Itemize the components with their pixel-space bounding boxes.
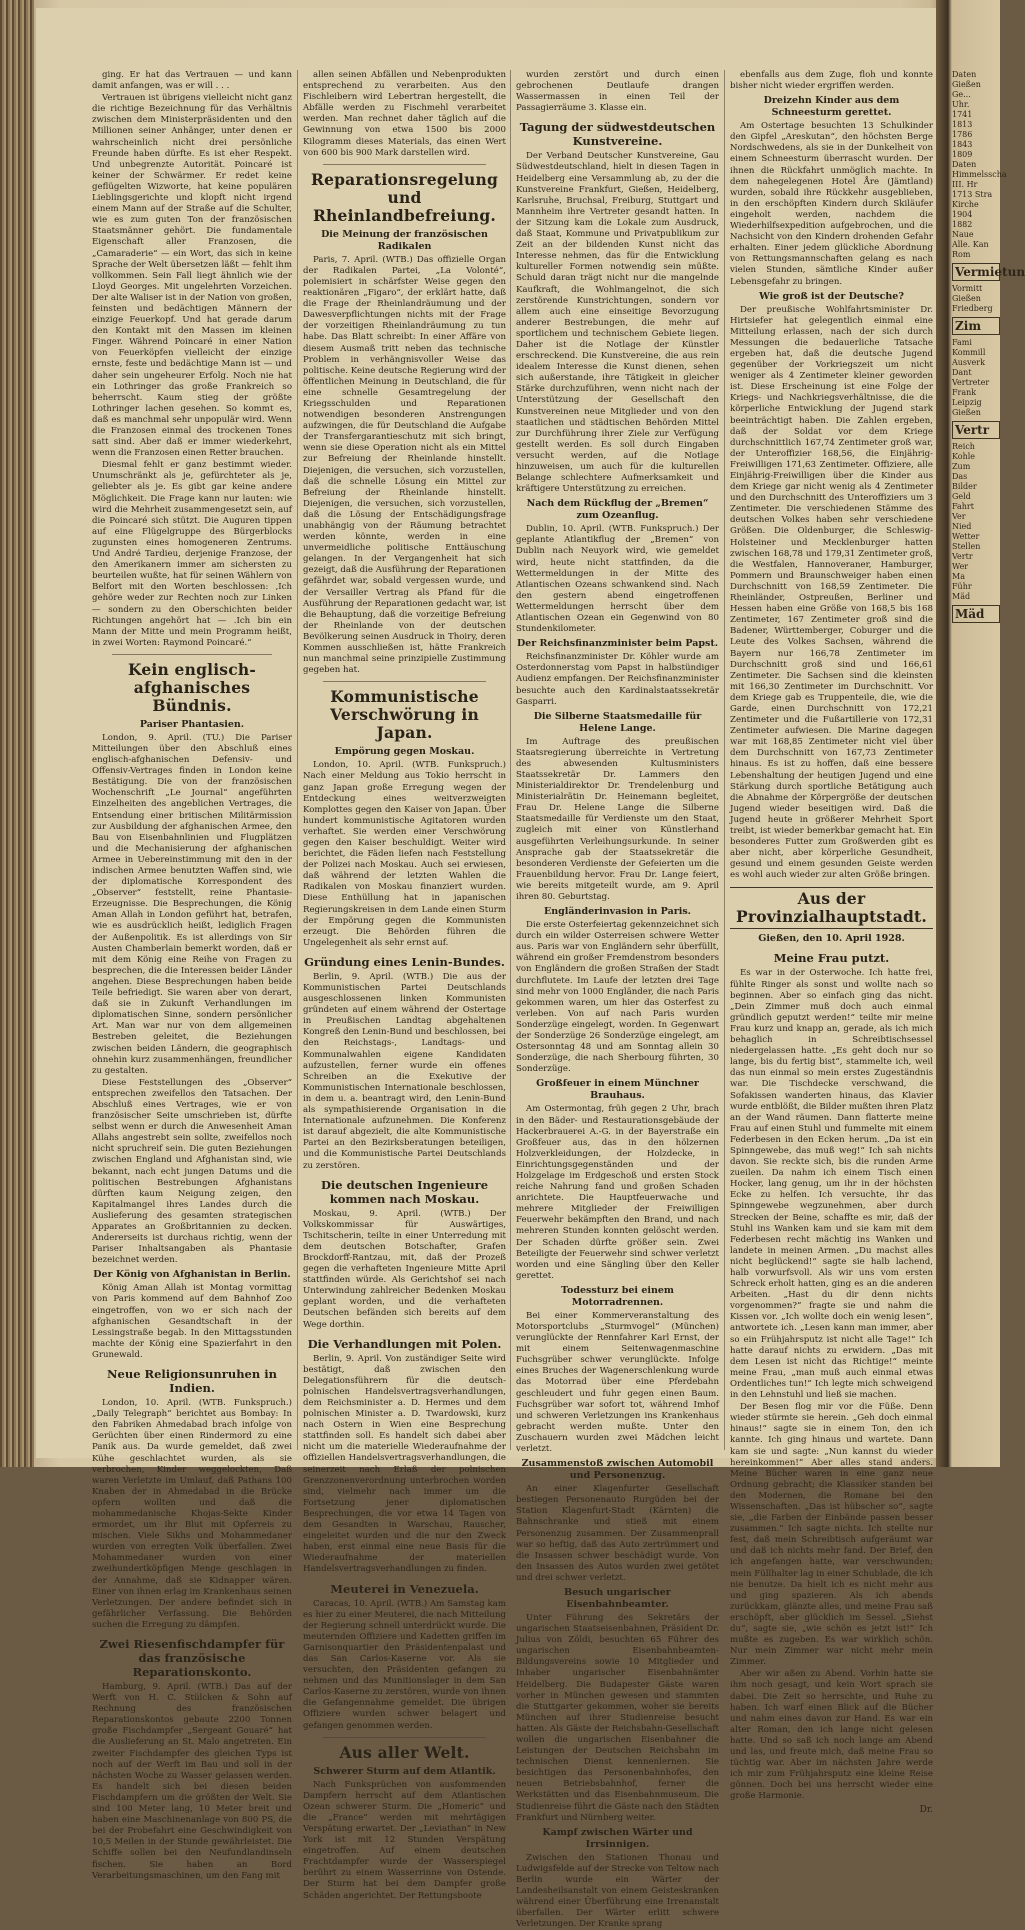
separator — [323, 681, 486, 682]
strip-line: 1904 — [952, 210, 973, 219]
section-banner — [730, 887, 933, 929]
dateline: Gießen, den 10. April 1928. — [758, 933, 905, 945]
article-paragraph: ging. Er hat das Vertrauen — und kann damit anfangen, was er will . . . — [92, 70, 292, 92]
strip-line: Zum — [952, 462, 971, 471]
strip-line: Vormitt — [952, 284, 983, 293]
article-paragraph: Diesmal fehlt er ganz bestimmt wieder. Unumschränkt als je, gefürchteter als je, geliebter als je. Es gibt gar keine andere Möglichkeit. Die Frage kann nur lauten: wie wird die Mehrheit zusammengesetzt sein, auf die Poincaré sich stützt. Die Auguren tippen auf eine Flügelgruppe des Bürgerblocks zugunsten eines homogeneren Zentrums. Und André Tardieu, derjenige Franzose, der den Amerikanern immer am sichersten zu beurteilen wußte, hat für seinen Wählern von Belfort mit den Worten beschlossen: ‚Ich gehöre weder zur Rechten noch zur Linken — sondern zu den Oberschichten beider Richtungen angehört hat — .Ich bin ein Mann der Mitte und mein Programm heißt, in zwei Worten: Raymond Poincaré.“ — [92, 460, 292, 648]
strip-line: Kohle — [952, 452, 976, 461]
headline: Kommunistische Verschwörung in Japan. — [330, 687, 479, 743]
strip-line: 1843 — [952, 140, 973, 149]
separator — [323, 1737, 486, 1738]
strip-line: Wetter — [952, 532, 980, 541]
column-3 — [516, 70, 719, 1930]
headline: Neue Religionsunruhen in Indien. — [107, 1367, 277, 1396]
headline: Tagung der südwestdeutschen Kunstvereine. — [519, 120, 716, 149]
headline: Der König von Afghanistan in Berlin. — [93, 1269, 291, 1281]
strip-line: Das — [952, 472, 968, 481]
headline: Der Reichsfinanzminister beim Papst. — [516, 638, 719, 650]
headline: Wie groß ist der Deutsche? — [759, 290, 904, 302]
strip-box: Zim — [952, 317, 1000, 335]
article-paragraph: Am Ostertage besuchten 13 Schulkinder den Gipfel „Areskutan“, den höchsten Berge Nordschwedens, als sie in der Dunkelheit von einem Schneesturm überrascht wurden. Der ihnen die Rückfahrt unmöglich machte. In dem nahegelegenen Hotel Åre (Jämtland) wurden, sobald ihre Rückkehr ausgeblieben, in den erschöpften Kindern durch Skiläufer eingeholt werden, nachdem die Wiederhilfsexpedition aufgebrochen, und die Nachsicht von den Kindern drohenden Gefahr erhalten. Einer jedem glückliche Abordnung von Rettungsmannschaften gelang es nach vielen Stunden, sämtliche Kinder außer Lebensgefahr zu bringen. — [730, 121, 933, 287]
strip-line: 1741 — [952, 110, 973, 119]
strip-line: Daten — [952, 160, 977, 169]
article-paragraph: ebenfalls aus dem Zuge, floh und konnte bisher nicht wieder ergriffen werden. — [730, 70, 933, 92]
column-2 — [303, 70, 506, 1901]
separator — [323, 164, 486, 165]
article-paragraph: König Aman Allah ist Montag vormittag von Paris kommend auf dem Bahnhof Zoo eingetroffen, von wo er sich nach der afghanischen Gesandtschaft in der Lessingstraße begab. In den Mittagsstunden machte der König eine Spazierfahrt in den Grunewald. — [92, 1283, 292, 1360]
strip-line: Ver — [952, 512, 966, 521]
article-paragraph: Dublin, 10. April. (WTB. Funkspruch.) Der geplante Atlantikflug der „Bremen“ von Dublin nach Neuyork wird, wie gemeldet wird, heute nicht stattfinden, da die Wettermeldungen in der Mitte des Atlantischen Ozeans schwankend sind. Nach den gestern abend eingetroffenen Wettermeldungen herrscht über dem Atlantischen Ozean ein Gegenwind von 80 Stundenkilometer. — [516, 524, 719, 635]
headline: Die deutschen Ingenieure kommen nach Moskau. — [320, 1177, 489, 1206]
article-paragraph: London, 10. April. (WTB. Funkspruch.) „Daily Telegraph“ berichtet aus Bombay: In den Fabriken Ahmedabad brach infolge von Gerüchten über einen Rindermord zu eine Panik aus. Da wurde gemeldet, daß zwei Kühe geschlachtet wurden, als sie verbrochen, Kinder weggelockten, Daß waren Verletzte im Umlauf, daß Pathans 100 Knaben der in Ahmedabad in die Brücke opfern wollten und daß die mohammedanische Khojas-Sekte Kinder ermordet, um ihr Blut mit Opferreis zu mischen. Viele Sikhs und Mohammedaner wurden von erregten Volk überfallen. Zwei Mohammedaner wurden von einer zweihundertköpfigen Menge geschlagen in der Annahme, daß sie Kidnapper wären. Einer von ihnen erlag im Krankenhaus seinen Verletzungen. Der andere befindet sich in gefährlicher Verfassung. Die Behörden suchen die Erregung zu dämpfen. — [92, 1398, 292, 1630]
subheadline: Die Meinung der französischen Radikalen — [321, 228, 488, 252]
strip-line: Dant — [952, 368, 972, 377]
headline: Meine Frau putzt. — [773, 951, 890, 966]
strip-line: Uhr. — [952, 100, 970, 109]
strip-line: Alle. Kan — [952, 240, 989, 249]
headline: Meuterei in Venezuela. — [330, 1581, 479, 1596]
strip-line: 1786 — [952, 130, 973, 139]
article-paragraph: Im Auftrage des preußischen Staatsregierung überreichte in Vertretung des abwesenden Kultusministers Staatssekretär Dr. Lammers den Ministerialdirektor Dr. Trendelenburg und Ministerialrätin Dr. Heinemann begleitet, Frau Dr. Helene Lange die Silberne Staatsmedaille für Verdienste um den Staat, zugleich mit einer von Künstlerhand ausgeführten Verleihungsurkunde. In seiner Ansprache gab der Staatssekretär die besonderen Verdienste der Gefeierten um die Frauenbildung hervor. Frau Dr. Lange feiert, wie bereits mitgeteilt wurde, am 9. April ihren 80. Geburtstag. — [516, 736, 719, 902]
column-4 — [730, 70, 933, 1815]
article-paragraph: allen seinen Abfällen und Nebenprodukten entsprechend zu verarbeiten. Aus den Fischleibern wird Lebertran hergestellt, die Abfälle werden zu Fischmehl verarbeitet werden. Man rechnet daher täglich auf die Gewinnung von etwa 1500 bis 2000 Kilogramm dieses Materials, das einen Wert von 600 bis 900 Mark darstellen wird. — [303, 70, 506, 158]
strip-line: III. Hr — [952, 180, 978, 189]
stacked-page-edges — [0, 0, 34, 1467]
strip-line: Himmelsscha — [952, 170, 1007, 179]
article-paragraph: Hamburg, 9. April. (WTB.) Das auf der Werft von H. C. Stülcken & Sohn auf Rechnung des französischen Reparationskontos gebaute 2200 Tonnen große Fischdampfer „Sergeant Gouaré“ hat die Auslieferung an St. Malo angetreten. Ein zweiter Fischdampfer des gleichen Typs ist noch auf der Werft im Bau und soll in der nächsten Woche zu Wasser gelassen werden. Es handelt sich bei diesen beiden Fischdampfern um die größten der Welt. Sie sind 100 Meter lang, 10 Meter breit und haben eine Maschinenanlage von 800 PS, die bei der Probefahrt eine Geschwindigkeit von 10,5 Meilen in der Stunde gewährleistet. Die Schiffe sollen bei den Neufundlandinseln fischen. Sie haben an Bord Verarbeitungsmaschinen, um den Fang mit — [92, 1682, 292, 1881]
article-paragraph: Der preußische Wohlfahrtsminister Dr. Hirtsiefer hat gelegentlich einmal eine Mitteilung erlassen, nach der sich durch Messungen die bedauerliche Tatsache ergeben hat, daß die deutsche Jugend gegenüber der Vorkriegszeit um nicht weniger als 4 Zentimeter kleiner geworden ist. Diese Erscheinung ist eine Folge der Kriegs- und Nachkriegsverhältnisse, die die körperliche Entwicklung der Jugend stark beeinträchtigt haben. Die Zahlen ergeben, daß der Soldat vor dem Kriege durchschnittlich 167,74 Zentimeter groß war, der Unteroffizier 168,56, die Einjährig-Freiwilligen 171,63 Zentimeter. Offiziere, alle Einjährig-Freiwilligen über die Kinder aus dem Kriege gar nicht wenig als 4 Zentimeter und den Durchschnitt des Unteroffiziers um 3 Zentimeter. Die verschiedenen Stämme des deutschen Volkes haben sehr verschiedene Größen. Die Oldenburger, die Schleswig-Holsteiner und Mecklenburger hatten zwischen 168,78 und 179,31 Zentimeter groß, die Westfalen, Hannoveraner, Hamburger, Pommern und Braunschweiger haben einen Durchschnitt von 168,59 Zentimeter. Die Rheinländer, Ostpreußen, Berliner und Hessen haben eine Größe von 168,5 bis 168 Zentimeter, 167 Zentimeter groß sind die Badener, Württemberger, Coburger und die Leute des Volkes Sachsen, während die Bayern nur 166,78 Zentimeter im Durchschnitt groß sind und 166,61 Zentimeter. Die Sachsen sind die kleinsten mit 166,30 Zentimeter im Durchschnitt. Vor dem Kriege gab es Truppenteile, die, wie die Garde, einen Durchschnitt von 172,21 Zentimeter und die Fußartillerie von 172,31 Zentimeter aufwiesen. Die Marine dagegen war mit 168,85 Zentimeter nicht viel über dem Durchschnitt von 167,73 Zentimeter hinaus. Es ist zu hoffen, daß eine bessere Lebenshaltung der heutigen Jugend und eine Stärkung durch sportliche Betätigung auch die Abnahme der Körpergröße der deutschen Jugend wieder beseitigen wird. Daß die Jugend heute in größerer Mehrheit Sport treibt, ist wieder bemerkbar gemacht hat. Ein besonderes Futter zum Großwerden gibt es aber nicht, aber körperliche Gesundheit, gesund und einem gesunden Geiste werden es wohl auch wieder zur alten Größe bringen. — [730, 304, 933, 881]
strip-line: Führ — [952, 582, 972, 591]
article-paragraph: Es war in der Osterwoche. Ich hatte frei, fühlte Ringer als sonst und wollte nach so beginnen. Aber so einfach ging das nicht. „Dein Zimmer muß doch auch einmal gründlich geputzt werden!“ teilte mir meine Frau kurz und knapp an, gerade, als ich mich behaglich in Schreibtischsessel niedergelassen hatte. „Es geht doch nur so lange, bis du fertig bist“, stammelte ich, weil das nun einmal so mein erstes Zugeständnis war. Die Tischdecke verschwand, die Sofakissen wanderten hinaus, das Klavier wurde entblößt, die Bilder mußten ihren Platz an der Wand räumen. Dann flatterte meine Frau auf einen Stuhl und fummelte mit einem Federbesen in den Ecken herum. „Da ist ein Spinngewebe, das muß weg!“ Ich sah nichts davon. Sie reckte sich, bis die runden Arme zueilen. Da nahm ich einem Tisch einen Hocker, lang genug, um ihr in der höchsten Ecke zu helfen. Ich versuchte, ihr das Spinngewebe wegzunehmen, aber durch Strecken der Beine, schaffte es mir, daß der Stuhl ins Wanken kam und sie kam mit dem Federbesen recht mächtig ins Wanken und landete in meinen Armen. „Du machst alles nicht beglückend!“ sagte sie halb lachend, halb vorwurfsvoll. Als wir uns vom ersten Schreck erholt hatten, ging es an die anderen Arbeiten. „Hast du dir denn nichts vorgenommen?“ fragte sie und nahm die Kissen vor. „Ich wollte doch ein wenig lesen“, antwortete ich. „Lesen kann man immer, aber so ein Frühjahrsputz ist nicht alle Tage!“ Ich hatte darauf nichts zu erwidern. „Das mit dem Lesen ist nicht das Richtige!“ meinte meine Frau, „man muß auch einmal etwas Ordentliches tun!“ Ich legte mich schweigend in den Lehnstuhl und ließ sie machen. — [730, 968, 933, 1401]
headline: Die Silberne Staatsmedaille für Helene Lange. — [533, 710, 702, 734]
subheadline: Schwerer Sturm auf dem Atlantik. — [313, 1765, 496, 1777]
strip-box: Mäd — [952, 605, 1000, 623]
article-paragraph: wurden zerstört und durch einen gebrochenen Deutlaufe drangen Wassermassen in einen Teil der Passagierräume 3. Klasse ein. — [516, 70, 719, 114]
strip-line: Geld — [952, 492, 971, 501]
column-1 — [92, 70, 292, 1881]
strip-box: Vermietun — [952, 263, 1000, 281]
article-paragraph: Bei einer Kommerveranstaltung des Motorsportclubs „Sturmvogel“ (München) verunglückte der Rennfahrer Karl Ernst, der mit einem Seitenwagenmaschine Fuchsgrüber schwer verunglückte. Infolge eines Bruches der Wagenerschlenkung wurde das Motorrad über eine Pferdebahn geschleudert und fuhr gegen einen Baum. Fuchsgrüber war sofort tot, während Imhof und schweren Verletzungen ins Krankenhaus gebracht werden mußte. Unter den Zuschauern wurden zwei Mädchen leicht verletzt. — [516, 1310, 719, 1455]
strip-line: Vertreter — [952, 378, 990, 387]
strip-line: Reich — [952, 442, 975, 451]
strip-line: Friedberg — [952, 304, 993, 313]
strip-line: Fahrt — [952, 502, 974, 511]
column-rule — [724, 70, 725, 1450]
section-title: Aus der Provinzialhauptstadt. — [735, 889, 928, 927]
strip-line: Kommill — [952, 348, 986, 357]
strip-line: Gießen — [952, 408, 981, 417]
headline: Besuch ungarischer Eisenbahnbeamter. — [564, 1586, 671, 1610]
strip-line: 1882 — [952, 220, 973, 229]
strip-line: 1809 — [952, 150, 973, 159]
strip-line: Rom — [952, 250, 971, 259]
strip-line: Gießen — [952, 294, 981, 303]
article-paragraph: Moskau, 9. April. (WTB.) Der Volkskommissar für Auswärtiges, Tschitscherin, teilte in einer Unterredung mit dem deutschen Botschafter, Grafen Brockdorff-Rantzau, mit, daß der Prozeß gegen die verhafteten Ingenieure Mitte April stattfinden würde. Als Gerichtshof sei nach Unterwindung zahlreicher Bedenken Moskau geplant worden, und die verhafteten Deutschen befänden sich bereits auf dem Wege dorthin. — [303, 1208, 506, 1330]
headline: Nach dem Rückflug der „Bremen“ zum Ozeanflug. — [526, 498, 709, 522]
strip-line: 1813 — [952, 120, 973, 129]
strip-line: Daten — [952, 70, 977, 79]
strip-line: Leipzig — [952, 398, 982, 407]
article-paragraph: Diese Feststellungen des „Observer“ entsprechen zweifellos den Tatsachen. Der Abschluß eines Vertrages, wie er von französischer Seite umschrieben ist, dürfte selbst wenn er durch die Anwesenheit Aman Allahs angestrebt sein sollte, zweifellos noch nicht spruchreif sein. Die guten Beziehungen zwischen England und Afghanistan sind, wie bekannt, nach echt jungen Datums und die politischen Bestrebungen Afghanistans dürften kaum Neigung zeigen, den Kapitalmangel ihres Landes durch die Auslieferung des gesamten strategischen Apparates an Großbritannien zu decken. Andererseits ist durchaus richtig, wenn der Pariser Inhaltsangaben als Phantasie bezeichnet werden. — [92, 1077, 292, 1266]
article-paragraph: Unter Führung des Sekretärs der ungarischen Staatseisenbahnen, Präsident Dr. Julius von Zöldi, besuchten 65 Führer des ungarischen Eisenbahnbeamten-Bildungsvereins sowie 10 Mitglieder und Inhaber ungarischer Eisenbahnämter Heidelberg. Die Budapester Gäste waren vorher in München gewesen und stammten die Stuttgarter gekommen, woher sie bereits München auf ihrer Studienreise besucht hatten. Als Gäste der Reichsbahn-Gesellschaft wollen die ungarischen Eisenbahner die Leistungen der Deutschen Reichsbahn im technischen Dienst kennenlernen. Sie besichtigen das Personenbahnhofes, den neuen Betriebsbahnhof, ferner die Werkstätten und das Eisenbahnmuseum. Die Studienreise führt die Gäste nach den Städten Frankfurt und Nürnberg weiter. — [516, 1612, 719, 1823]
strip-line: Kirche — [952, 200, 979, 209]
article-paragraph: Caracas, 10. April. (WTB.) Am Samstag kam es hier zu einer Meuterei, die nach Mitteilung der Regierung schnell unterdrückt wurde. Die meuternden Offiziere und Kadetten griffen im Garnisonquartier den Präsidentenpalast und das San Carlos-Kaserne vor. Als sie versuchten, den Präsidenten gefangen zu nehmen und das Munitionslager in dem San Carlos-Kaserne zu zerstören, wurde von ihnen die Gefangennahme gemeldet. Die übrigen Offiziere wurden schwer belagert und gefangen genommen werden. — [303, 1598, 506, 1731]
headline: Zwei Riesenfischdampfer für das französische Reparationskonto. — [99, 1637, 285, 1679]
headline: Gründung eines Lenin-Bundes. — [304, 954, 505, 969]
headline: Aus aller Welt. — [339, 1742, 470, 1762]
headline: Kein englisch-afghanisches Bündnis. — [128, 659, 256, 715]
strip-line: Fami — [952, 338, 972, 347]
strip-line: 1713 Stra — [952, 190, 993, 199]
article-paragraph: Die erste Osterfeiertag gekennzeichnet sich durch ein wilder Osterreisen schwere Wetter aus. Paris war von Engländern sehr überfüllt, während ein großer Fremdenstrom besonders von Engländern die großen Straßen der Stadt durchflutete. Im Laufe der letzten drei Tage sind mehr von 1000 Engländer, die nach Paris gekommen waren, um hier das Osterfest zu verleben. Von auf nach Paris wurden Sonderzüge eingelegt, worden. In Gegenwart der Sonderzüge 26 Sonderzüge eingelegt, am Ostersonntag 48 und am Sonntag allein 30 Sonderzüge, die nach Sherbourg führten, 30 Sonderzüge. — [516, 920, 719, 1075]
strip-line: Bilder — [952, 482, 977, 491]
author-signature: Dr. — [919, 1804, 933, 1815]
article-paragraph: Berlin, 9. April. Von zuständiger Seite wird bestätigt, daß zwischen den Delegationsführern für die deutsch-polnischen Handelsvertragsverhandlungen, dem Reichsminister a. D. Hermes und dem polnischen Minister a. D. Twardowski, kurz nach Ostern in Wien eine Besprechung stattfinden soll. Es handelt sich dabei aber nicht um die materielle Wiederaufnahme der offiziellen Handelsvertragsverhandlungen, die seinerzeit nach Erlaß der polnischen Grenzzonenverordnung unterbrochen worden sind, vielmehr nach immer um die Fortsetzung jener diplomatischen Besprechungen, die vor etwa 14 Tagen von dem Gesandten in Warschau, Rauscher, eingeleitet wurden und die nur den Zweck haben, erst einmal eine neue Basis für die Wiederaufnahme der materiellen Handelsvertragsverhandlungen zu finden. — [303, 1353, 506, 1575]
article-paragraph: Paris, 7. April. (WTB.) Das offizielle Organ der Radikalen Partei, „La Volonté“, polemisiert in schärfster Weise gegen den reaktionären „Figaro“, der erklärt hatte, daß die Frage der Rheinlandräumung und der Dawesverpflichtungen nichts mit der Frage der vorzeitigen Rheinlandräumung zu tun habe. Das Blatt schreibt: In einer Affäre von diesem Ausmaß tritt neben das technische Problem in verhängnisvoller Weise das politische. Keine deutsche Regierung wird der öffentlichen Meinung in Deutschland, die für eine schnelle Gesamtregelung der Kriegsschulden und Reparationen notwendigen besonderen Anstrengungen aufzwingen, die für Deutschland die Aufgabe der Transfergarantieschutz mit sich bringt, wenn sie diese Operation nicht als ein Mittel zur Befreiung der Rheinlande hinstellt. Diejenigen, die versuchen, sich vorzustellen, daß die schnelle Lösung ein Mittel zur Befreiung der Rheinlande hinstellt. Diejenigen, die versuchen, sich vorzustellen, daß die Lösung der Entschädigungsfrage unabhängig von der Räumung betrachtet werden könnte, werden in eine unvermeidliche politische Enttäuschung gelangen. In der Vergangenheit hat sich gezeigt, daß die Ausführung der Reparationen gefährdet war, sobald vergessen wurde, und der Versailler Vertrag als Pfand für die Ausführung der Reparationen gedacht war, ist die Behauptung, daß die vorzeitige Befreiung der Rheinlande von der deutschen Bevölkerung seinen Ausdruck in Thoiry, deren Kommen ausschließen ist, hätte Frankreich nun manchmal seine prinzipielle Zustimmung gegeben hat. — [303, 254, 506, 676]
headline: Dreizehn Kinder aus dem Schneesturm gerettet. — [763, 95, 900, 119]
article-paragraph: Nach Funksprüchen von ausfommenden Dampfern herrscht auf dem Atlantischen Ozean schwerer Sturm. Die „Homeric“ und die „France“ werden mit mehrtägigen Verspätung erwartet. Der „Leviathan“ in New York ist mit 12 Stunden Verspätung eingetroffen. Auf einem deutschen Frachtdampfer wurde der Wasserspiegel berührt zu einem Wasserrinne von Ostende. Der Sturm hat bei dem Dampfer große Schäden angerichtet. Der Rettungsboote — [303, 1779, 506, 1901]
strip-line: Wer — [952, 562, 969, 571]
article-paragraph: Zwischen den Stationen Thonau und Ludwigsfelde auf der Strecke von Teltow nach Berlin wurde ein Wärter der Landesheilsanstalt von einem Geisteskranken während einer Überführung eine Irrenanstalt überfallen. Der Wärter erlitt schwere Verletzungen. Der Kranke sprang — [516, 1852, 719, 1930]
article-paragraph: Vertrauen ist übrigens vielleicht nicht ganz die richtige Bezeichnung für das Verhältnis zwischen dem Ministerpräsidenten und den Millionen seiner Anhänger, unter denen er wahrscheinlich nicht drei persönliche Freunde haben dürfte. Es ist eher Respekt. Und unbegrenzte Autorität. Poincaré ist keiner der Schwärmer. Er redet keine geflügelten Wizworte, hat keine populären Lieblingsgerichte und klopft nicht irgend einem Mann auf der Straße auf die Schulter, wie es zum guten Ton der französischen Staatsmänner gehört. Die fundamentale Eigenschaft aller Franzosen, die „Camaraderie“ — ein Wort, das sich in keine Sprache der Welt übersetzen läßt — fehlt ihm vollkommen. Sein Fall liegt ähnlich wie der Lloyd Georges. Mit ungelehrten Vorzeichen. Der alte Waliser ist in der Nation von großen, feinsten und bedächtigen Männern der einzige Feuerkopf. Und hat gerade darum den Kontakt mit den Massen im kleinen Finger. Während Poincaré in einer Nation von Feuerköpfen vielleicht der einzige ernste, feste und bedächtige Mann ist — und daher sein ungeheurer Erfolg. Noch nie hat ein Lothringer das große Frankreich so beherrscht. Kaum stieg der größte Lothringer lachen gesehen. So kommt es, daß es manchmal sehr unpopulär wird. Wenn die Franzosen einmal des trockenen Tones satt sind. Aber daß er immer wiederkehrt, wenn die Franzosen einen Retter brauchen. — [92, 93, 292, 459]
strip-line: Vertr — [952, 552, 973, 561]
headline: Zusammenstoß zwischen Automobil und Personenzug. — [521, 1458, 714, 1482]
strip-line: Nied — [952, 522, 972, 531]
strip-line: Naue — [952, 230, 974, 239]
adjacent-page-strip — [952, 70, 1025, 626]
article-paragraph: Der Verband Deutscher Kunstvereine, Gau Südwestdeutschland, hielt in diesen Tagen in Heidelberg eine Versammlung ab, zu der die Kunstvereine Frankfurt, Gießen, Heidelberg, Karlsruhe, Bruchsal, Freiburg, Stuttgart und Mannheim ihre Vertreter gesandt hatten. In der Sitzung kam die Lokale zum Ausdruck, daß Staat, Kommune und Privatpublikum zur Zeit an der bildenden Kunst nicht das Interesse nehmen, das für die Entwicklung kultureller Formen notwendig sein müßte. Schuld daran trägt nicht nur die mangelnde Kaufkraft, die Wohlmangelnot, die sich zerstörende Kunstrichtungen, sondern vor allem auch eine einseitige Bevorzugung anderer Bestrebungen, die mehr auf sportlichem und technischem Gebiete liegen. Daher ist die Notlage der Künstler erschreckend. Die Kunstvereine, die aus rein idealem Interesse die Kunst dienen, sehen sich außerstande, ihre Tätigkeit in gleicher Stärke durchzuführen, wenn nicht nach der Unterstützung der Gesellschaft den Kunstvereinen neue Mitglieder und von den staatlichen und städtischen Behörden Mittel zur Durchführung ihrer Ziele zur Verfügung gestellt werden. Es soll durch Eingaben versucht werden, auf die Notlage hinzuweisen, um auch für die kulturellen Belange schlechtere Aufmerksamkeit und kräftigere Unterstützung zu erreichen. — [516, 151, 719, 495]
headline: Reparationsregelung und Rheinlandbefreiung. — [310, 169, 498, 225]
strip-line: Frank — [952, 388, 977, 397]
strip-line: Ge... — [952, 90, 971, 99]
separator — [112, 654, 272, 655]
subheadline: Empörung gegen Moskau. — [334, 746, 475, 758]
article-paragraph: Reichsfinanzminister Dr. Köhler wurde am Osterdonnerstag vom Papst in halbstündiger Audienz empfangen. Der Reichsfinanzminister besuchte auch den Kardinalstaatssekretär Gasparri. — [516, 652, 719, 707]
article-paragraph: Am Ostermontag, früh gegen 2 Uhr, brach in den Bäder- und Restaurationsgebäude der Hackerbrauerei A.-G. in der Bayerstraße ein Großfeuer aus, das in den hölzernen Holzverkleidungen, der Holzdecke, in Einrichtungsgegenständen und der Holzgelage im Erdgeschoß und ersten Stock reiche Nahrung fand und großen Schaden anrichtete. Die Hauptfeuerwache und mehrere Mitglieder der Freiwilligen Feuerwehr bekämpften den Brand, und nach mehreren Stunden konnten gelöscht werden. Der Schaden dürfte größer sein. Zwei Beteiligte der Feuerwehr sind schwer verletzt worden und eine Sängling über den Keller gerettet. — [516, 1104, 719, 1281]
headline: Kampf zwischen Wärter und Irrsinnigen. — [542, 1826, 693, 1850]
article-paragraph: Der Besen flog mir vor die Füße. Denn wieder stürmte sie herein. „Geh doch einmal hinaus!“ sagte sie in einem Ton, den ich kannte. Ich ging hinaus und wartete. Dann kam sie und sagte: „Nun kannst du wieder hereinkommen!“ Aber alles stand anders. Meine Bücher waren in eine ganz neue Ordnung gebracht; die Klassiker standen bei den Modernen, die Romane bei den Wissenschaften. „Das ist hübscher so“, sagte sie, „die Farben der Einbände passen besser zusammen.“ Ich sagte nichts. Ich stellte nur fest, daß mein Schreibtisch aufgeräumt war und daß ich nichts mehr fand. Der Brief, den ich angefangen hatte, war verschwunden; mein Füllhalter lag in einer Schublade, die ich nie benutze. Da hielt ich es nicht mehr aus und ging spazieren. Als ich abends zurückkam, glänzte alles, und meine Frau saß erschöpft, aber glücklich im Sessel. „Siehst du“, sagte sie, „wie schön es jetzt ist!“ Ich mußte es zugeben. Es war wirklich schön. Nur mein Zimmer war nicht mehr mein Zimmer. — [730, 1402, 933, 1668]
strip-line: Ausverk — [952, 358, 985, 367]
column-rule — [297, 70, 298, 1450]
strip-line: Stellen — [952, 542, 981, 551]
strip-line: Gießen — [952, 80, 981, 89]
headline: Großfeuer in einem Münchner Brauhaus. — [536, 1078, 699, 1102]
article-paragraph: London, 10. April. (WTB. Funkspruch.) Nach einer Meldung aus Tokio herrscht in ganz Japan große Erregung wegen der Entdeckung eines weitverzweigten Komplottes gegen den Kaiser von Japan. Über hundert kommunistische Agitatoren wurden verhaftet. Sie werden einer Verschwörung gegen den Kaiser beschuldigt. Weiter wird berichtet, die Fäden liefen nach Feststellung der Polizei nach Moskau. Auch sei erwiesen, daß während der letzten Wahlen die Radikalen von Moskau finanziert wurden. Diese Enthüllung hat in japanischen Regierungskreisen in dem Lande einen Sturm der Empörung gegen die Kommunisten erzeugt. Die Behörden führen die Ungelegenheit als sehr ernst auf. — [303, 760, 506, 948]
article-paragraph: An einer Klagenfurter Gesellschaft bestiegen Personenauto Rurgüden bei der Station Klagenfurt-Stadt (Kärnten) die Bahnschranke und stieß mit einem Personenzug zusammen. Der Zusammenprall war so heftig, daß das Auto zertrümmert und die Insassen schwer beschädigt wurde. Von den Insassen des Autos wurden zwei getötet und drei schwer verletzt. — [516, 1484, 719, 1583]
headline: Die Verhandlungen mit Polen. — [307, 1336, 502, 1351]
article-paragraph: London, 9. April. (TU.) Die Pariser Mitteilungen über den Abschluß eines englisch-afghanischen Defensiv- und Offensiv-Vertrages finden in London keine Bestätigung. Die von der französischen Wochenschrift „Le Journal“ angeführten Einzelheiten des angeblichen Vertrages, die Entsendung einer britischen Militärmission zur Ausbildung der afghanischen Armee, den Bau von Eisenbahnlinien und Flugplätzen und die Mechanisierung der afghanischen Armee in Uebereinstimmung mit den in der indischen Armee benutzten Waffen sind, wie der diplomatische Korrespondent des „Observer“ feststellt, reine Phantasie-Erzeugnisse. Die Besprechungen, die König Aman Allah in London geführt hat, betrafen, wie es ausdrücklich heißt, lediglich Fragen der Außenpolitik. Es ist allerdings von Sir Austen Chamberlain bemerkt worden, daß er mit dem König eine Reihe von Fragen zu besprechen, die die Interessen beider Länder angehen. Diese Besprechungen haben beide Teile befriedigt. Sie waren aber von derart, daß sie in Zukunft Verhandlungen im diplomatischen Sinne, sondern persönlicher Art. Man war nur von dem allgemeinen Bestreben geleitet, die Beziehungen zwischen beiden Ländern, die geographisch ohnehin kurz zusammenhängen, freundlicher zu gestalten. — [92, 732, 292, 1076]
headline: Todessturz bei einem Motorradrennen. — [561, 1284, 674, 1308]
headline: Engländerinvasion in Paris. — [544, 906, 691, 918]
column-rule — [510, 70, 511, 1450]
strip-line: Ma — [952, 572, 965, 581]
article-paragraph: Berlin, 9. April. (WTB.) Die aus der Kommunistischen Partei Deutschlands ausgeschlossenen linken Kommunisten gründeten auf einem während der Ostertage in Preußischen Landtag abgehaltenen Kongreß den Lenin-Bund und beschlossen, bei den Reichstags-, Landtags- und Kommunalwahlen eigene Kandidaten aufzustellen, ferner wurde ein offenes Schreiben an die Exekutive der Kommunistischen Internationale beschlossen, in dem u. a. beantragt wird, den Lenin-Bund als sympathisierende Organisation in die Internationale aufzunehmen. Die Konferenz ist darauf abgezielt, die alte Kommunistische Partei an den Bezirksberatungen beteiligen, und die Kommunistische Partei Deutschlands zu zerstören. — [303, 971, 506, 1171]
subheadline: Pariser Phantasien. — [139, 718, 245, 730]
strip-line: Mäd — [952, 592, 971, 601]
article-paragraph: Aber wir aßen zu Abend. Vorhin hatte sie ihm noch gesagt, und kein Wort sprach sie dabei. Die Zeit so herrschte, und Ruhe zu haben. Ich warf einen Blick auf die Bücher und nahm eines davon zur Hand. Es war ein alter Roman, den ich lange nicht gelesen hatte. Und so saß ich noch lange am Abend und las, und freute mich, daß meine Frau so tüchtig war. Aber im nächsten Jahre werde ich mir zum Frühjahrsputz eine kleine Reise gönnen. Doch bei uns herrscht wieder eine große Harmonie. — [730, 1669, 933, 1802]
strip-box: Vertr — [952, 421, 1000, 439]
